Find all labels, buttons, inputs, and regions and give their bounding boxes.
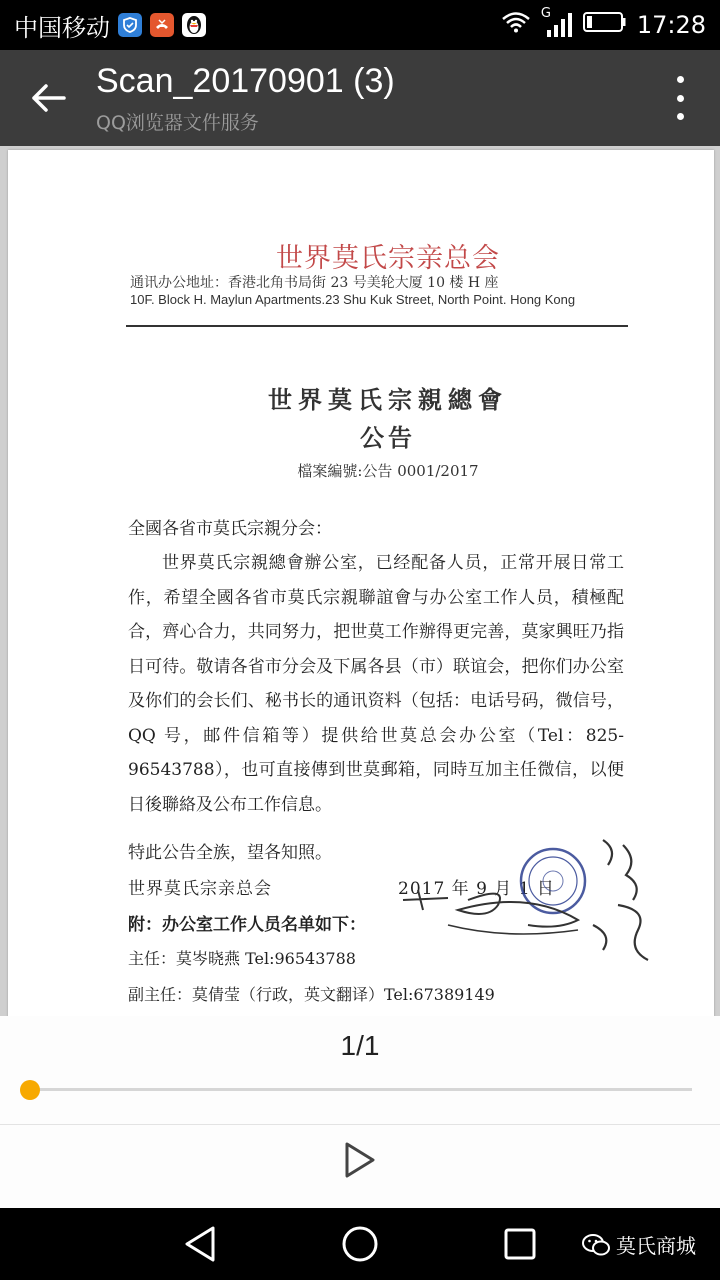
closing-line: 特此公告全族，望各知照。 (128, 843, 332, 863)
document-viewer[interactable] (0, 146, 720, 1016)
letterhead-title: 世界莫氏宗亲总会 (276, 243, 500, 274)
nav-back-button[interactable] (180, 1224, 220, 1264)
clock-label: 17:28 (636, 11, 706, 39)
wifi-icon (501, 11, 531, 39)
shield-icon (118, 13, 142, 37)
signal-icon (540, 6, 573, 38)
divider (0, 1124, 720, 1125)
nav-home-button[interactable] (340, 1224, 380, 1264)
staff-deputy-director: 副主任：莫倩莹（行政，英文翻译）Tel:67389149 (128, 985, 495, 1004)
letterhead-address-en: 10F. Block H. Maylun Apartments.23 Shu Kuk Street, North Point. Hong Kong (130, 292, 576, 307)
play-button[interactable] (338, 1138, 382, 1182)
square-recents-icon (503, 1227, 537, 1261)
wechat-icon (582, 1233, 610, 1257)
dot-icon (677, 76, 684, 83)
page-title: Scan_20170901 (3) (96, 62, 395, 100)
page-slider-track[interactable] (24, 1088, 692, 1091)
page-subtitle: QQ浏览器文件服务 (96, 112, 259, 134)
more-options-button[interactable] (670, 76, 690, 120)
letterhead-address-cn: 通讯办公地址：香港北角书局街 23 号美轮大厦 10 楼 H 座 (130, 275, 499, 291)
dot-icon (677, 113, 684, 120)
watermark-text: 莫氏商城 (616, 1234, 696, 1258)
status-bar (0, 0, 720, 50)
arrow-left-icon (30, 83, 66, 113)
app-bar (0, 50, 720, 146)
letterhead-divider (126, 325, 628, 327)
play-icon (344, 1141, 376, 1179)
circle-home-icon (341, 1225, 379, 1263)
viewer-controls (0, 1016, 720, 1208)
battery-icon (583, 11, 627, 39)
nav-recents-button[interactable] (500, 1224, 540, 1264)
document-number: 檔案編號:公告 0001/2017 (297, 462, 479, 480)
document-subheading: 公告 (360, 423, 416, 452)
signature-date: 2017 年 9 月 1 日 (398, 879, 555, 899)
scanned-page (8, 150, 714, 1016)
dot-icon (677, 95, 684, 102)
handwritten-signature (388, 830, 688, 980)
network-type-label: G (540, 6, 551, 21)
document-heading: 世界莫氏宗親總會 (268, 385, 508, 414)
qq-penguin-icon (182, 13, 206, 37)
system-nav-bar (0, 1208, 720, 1280)
attachment-title: 附：办公室工作人员名单如下： (128, 915, 366, 935)
watermark (582, 1230, 696, 1259)
missed-call-icon (150, 13, 174, 37)
page-slider-thumb[interactable] (20, 1080, 40, 1100)
triangle-back-icon (183, 1225, 217, 1263)
signature-org: 世界莫氏宗亲总会 (128, 879, 272, 899)
carrier-label: 中国移动 (14, 13, 110, 42)
body-paragraph: 世界莫氏宗親總會辦公室，已经配备人员，正常开展日常工作，希望全國各省市莫氏宗親聯誼會与办公室工作人员，積極配合，齊心合力，共同努力，把世莫工作辦得更完善，莫家興旺乃指日可待。敬请各省市分会及下属各县（市）联谊会，把你们办公室及你们的会长们、秘书长的通讯资料（包括：电话号码，微信号，QQ 号，邮件信箱等）提供给世莫总会办公室（Tel：825-96543788），也可直接傳到世莫郵箱，同時互加主任微信，以便日後聯絡及公布工作信息。 (128, 553, 624, 815)
page-indicator: 1/1 (340, 1030, 380, 1061)
staff-director: 主任：莫岑晓燕 Tel:96543788 (128, 949, 356, 968)
salutation: 全國各省市莫氏宗親分会： (128, 519, 332, 539)
back-button[interactable] (22, 72, 74, 124)
